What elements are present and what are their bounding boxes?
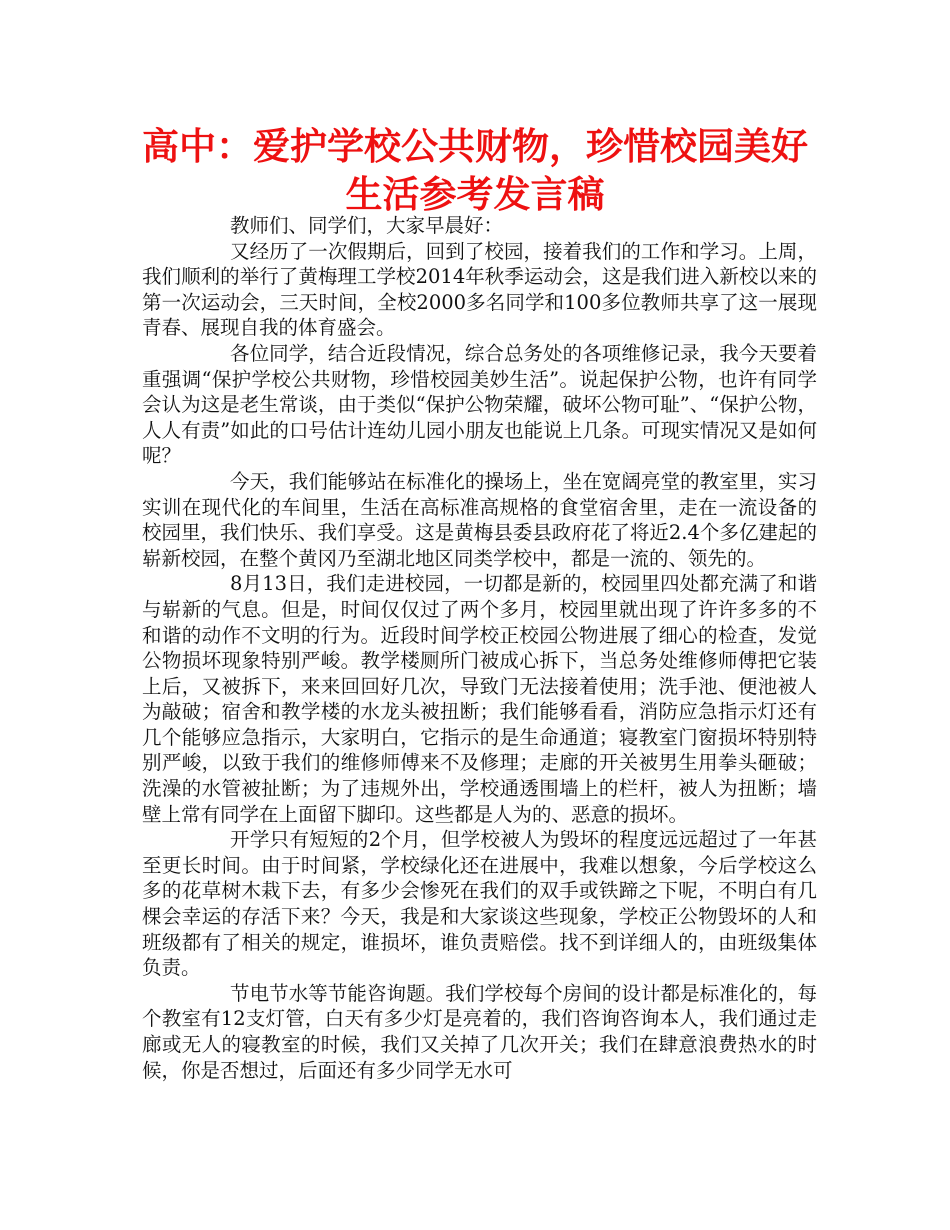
body-paragraph: 各位同学，结合近段情况，综合总务处的各项维修记录，我今天要着重强调“保护学校公共财物，珍惜校园美妙生活”。说起保护公物，也许有同学会认为这是老生常谈，由于类似“保护公物荣耀，破坏公物可耻”、“保护公物，人人有责”如此的口号估计连幼儿园小朋友也能说上几条。可现实情况又是如何呢？	[142, 341, 817, 468]
greeting-paragraph: 教师们、同学们，大家早晨好：	[230, 214, 504, 237]
body-paragraph: 8月13日，我们走进校园，一切都是新的，校园里四处都充满了和谐与崭新的气息。但是，时间仅仅过了两个多月，校园里就出现了许许多多的不和谐的动作不文明的行为。近段时间学校正校园公物进展了细心的检查，发觉公物损坏现象特别严峻。教学楼厕所门被成心拆下，当总务处维修师傅把它装上后，又被拆下，来来回回好几次，导致门无法接着使用；洗手池、便池被人为敲破；宿舍和教学楼的水龙头被扭断；我们能够看看，消防应急指示灯还有几个能够应急指示，大家明白，它指示的是生命通道；寝教室门窗损坏特别特别严峻，以致于我们的维修师傅来不及修理；走廊的开关被男生用拳头砸破；洗澡的水管被扯断；为了违规外出，学校通透围墙上的栏杆，被人为扭断；墙壁上常有同学在上面留下脚印。这些都是人为的、恶意的损坏。	[142, 572, 817, 826]
document-title-line-1: 高中：爱护学校公共财物，珍惜校园美好	[142, 125, 808, 168]
body-paragraph: 节电节水等节能咨询题。我们学校每个房间的设计都是标准化的，每个教室有12支灯管，白天有多少灯是亮着的，我们咨询咨询本人，我们通过走廊或无人的寝教室的时候，我们又关掉了几次开关；我们在肆意浪费热水的时候，你是否想过，后面还有多少同学无水可	[142, 981, 817, 1082]
document-title-line-2: 生活参考发言稿	[345, 173, 605, 216]
body-paragraph: 又经历了一次假期后，回到了校园，接着我们的工作和学习。上周，我们顺利的举行了黄梅理工学校2014年秋季运动会，这是我们进入新校以来的第一次运动会，三天时间，全校2000多名同学和100多位教师共享了这一展现青春、展现自我的体育盛会。	[142, 239, 817, 340]
body-paragraph: 开学只有短短的2个月，但学校被人为毁坏的程度远远超过了一年甚至更长时间。由于时间紧，学校绿化还在进展中，我难以想象，今后学校这么多的花草树木栽下去，有多少会惨死在我们的双手或铁蹄之下呢，不明白有几棵会幸运的存活下来？今天，我是和大家谈这些现象，学校正公物毁坏的人和班级都有了相关的规定，谁损坏，谁负责赔偿。找不到详细人的，由班级集体负责。	[142, 828, 817, 980]
document-body	[142, 213, 817, 1083]
body-paragraph: 今天，我们能够站在标准化的操场上，坐在宽阔亮堂的教室里，实习实训在现代化的车间里，生活在高标准高规格的食堂宿舍里，走在一流设备的校园里，我们快乐、我们享受。这是黄梅县委县政府花了将近2.4个多亿建起的崭新校园，在整个黄冈乃至湖北地区同类学校中，都是一流的、领先的。	[142, 469, 817, 570]
